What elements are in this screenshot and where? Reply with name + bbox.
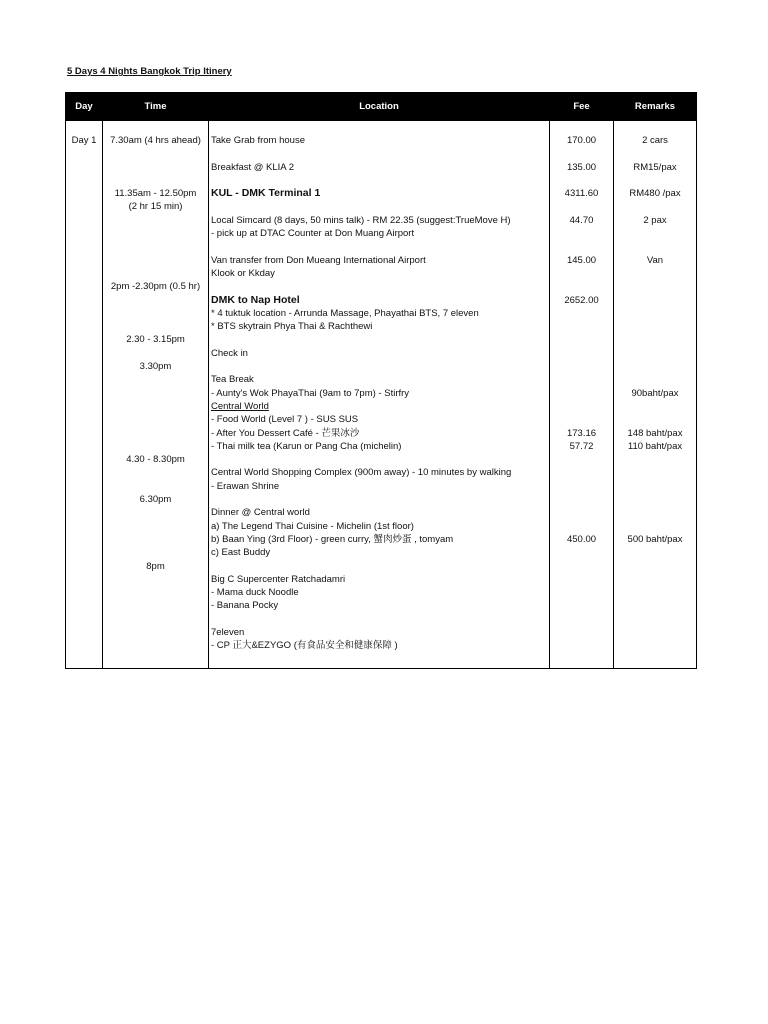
fee-value: 173.16 — [566, 427, 597, 439]
spacer-row — [66, 653, 697, 669]
fee-value: 2652.00 — [564, 294, 599, 306]
fee-value: 450.00 — [566, 533, 597, 545]
header-remarks: Remarks — [614, 93, 697, 121]
location-text: Dinner @ Central world — [211, 507, 310, 519]
header-location: Location — [209, 93, 550, 121]
location-text: Breakfast @ KLIA 2 — [211, 161, 295, 173]
location-subheading: Central World — [211, 400, 269, 412]
time-text: 7.30am (4 hrs ahead) — [110, 135, 201, 146]
remark-text: 2 pax — [643, 214, 667, 226]
location-heading: DMK to Nap Hotel — [211, 293, 300, 306]
remark-text: RM480 /pax — [629, 188, 681, 200]
fee-cell — [550, 134, 614, 653]
time-text: 11.35am - 12.50pm — [114, 188, 197, 200]
location-cell — [209, 134, 550, 653]
remarks-cell — [614, 134, 697, 653]
location-text: c) East Buddy — [211, 547, 271, 559]
document-title: 5 Days 4 Nights Bangkok Trip Itinery — [67, 66, 232, 77]
remark-text: Van — [646, 254, 664, 266]
location-text: - CP 正大&EZYGO (有食品安全和健康保障 ) — [211, 640, 398, 652]
location-text: - Erawan Shrine — [211, 480, 280, 492]
fee-value: 44.70 — [569, 214, 594, 226]
location-text: - Banana Pocky — [211, 600, 279, 612]
location-text: - Food World (Level 7 ) - SUS SUS — [211, 414, 359, 426]
time-text: (2 hr 15 min) — [128, 201, 183, 213]
remark-text: 90baht/pax — [631, 387, 679, 399]
table-row — [66, 134, 697, 653]
location-text: Tea Break — [211, 374, 254, 386]
time-text: 2pm -2.30pm (0.5 hr) — [110, 281, 201, 293]
location-text: Klook or Kkday — [211, 267, 275, 279]
remark-text: 2 cars — [642, 135, 668, 146]
location-text: b) Baan Ying (3rd Floor) - green curry, 蟹肉炒蛋 , tomyam — [211, 533, 454, 545]
remark-text: 500 baht/pax — [627, 533, 683, 545]
location-text: Local Simcard (8 days, 50 mins talk) - RM 22.35 (suggest:TrueMove H) — [211, 214, 511, 226]
location-text: Check in — [211, 347, 248, 359]
fee-value: 170.00 — [566, 135, 597, 146]
location-text: - Mama duck Noodle — [211, 587, 299, 599]
header-day: Day — [66, 93, 103, 121]
location-heading: KUL - DMK Terminal 1 — [211, 187, 321, 200]
location-text: Big C Supercenter Ratchadamri — [211, 573, 346, 585]
location-text: - After You Dessert Café - 芒果冰沙 — [211, 427, 360, 439]
location-text: 7eleven — [211, 626, 245, 638]
time-text: 2.30 - 3.15pm — [126, 334, 185, 346]
header-fee: Fee — [550, 93, 614, 121]
header-time: Time — [103, 93, 209, 121]
itinerary-table — [65, 92, 697, 669]
location-text: Van transfer from Don Mueang International Airport — [211, 254, 426, 266]
location-text: * 4 tuktuk location - Arrunda Massage, Phayathai BTS, 7 eleven — [211, 307, 479, 319]
day-cell — [66, 134, 103, 653]
fee-value: 135.00 — [566, 161, 597, 173]
fee-value: 57.72 — [569, 440, 594, 452]
remark-text: 148 baht/pax — [627, 427, 683, 439]
location-text: Central World Shopping Complex (900m away) - 10 minutes by walking — [211, 467, 512, 479]
location-text: * BTS skytrain Phya Thai & Rachthewi — [211, 321, 373, 333]
location-text: a) The Legend Thai Cuisine - Michelin (1st floor) — [211, 520, 414, 532]
time-cell — [103, 134, 209, 653]
fee-value: 145.00 — [566, 254, 597, 266]
time-text: 8pm — [146, 560, 165, 572]
time-text: 3.30pm — [139, 361, 172, 373]
location-text: Take Grab from house — [211, 135, 305, 146]
time-text: 6.30pm — [139, 494, 172, 506]
spacer-row — [66, 121, 697, 135]
time-text: 4.30 - 8.30pm — [126, 454, 185, 466]
remark-text: 110 baht/pax — [627, 440, 683, 452]
remark-text: RM15/pax — [633, 161, 677, 173]
table-header-row — [66, 93, 697, 121]
location-text: - Aunty's Wok PhayaThai (9am to 7pm) - Stirfry — [211, 387, 410, 399]
fee-value: 4311.60 — [564, 188, 599, 200]
day-label: Day 1 — [71, 135, 97, 146]
location-text: - pick up at DTAC Counter at Don Muang Airport — [211, 228, 415, 240]
location-text: - Thai milk tea (Karun or Pang Cha (michelin) — [211, 440, 402, 452]
